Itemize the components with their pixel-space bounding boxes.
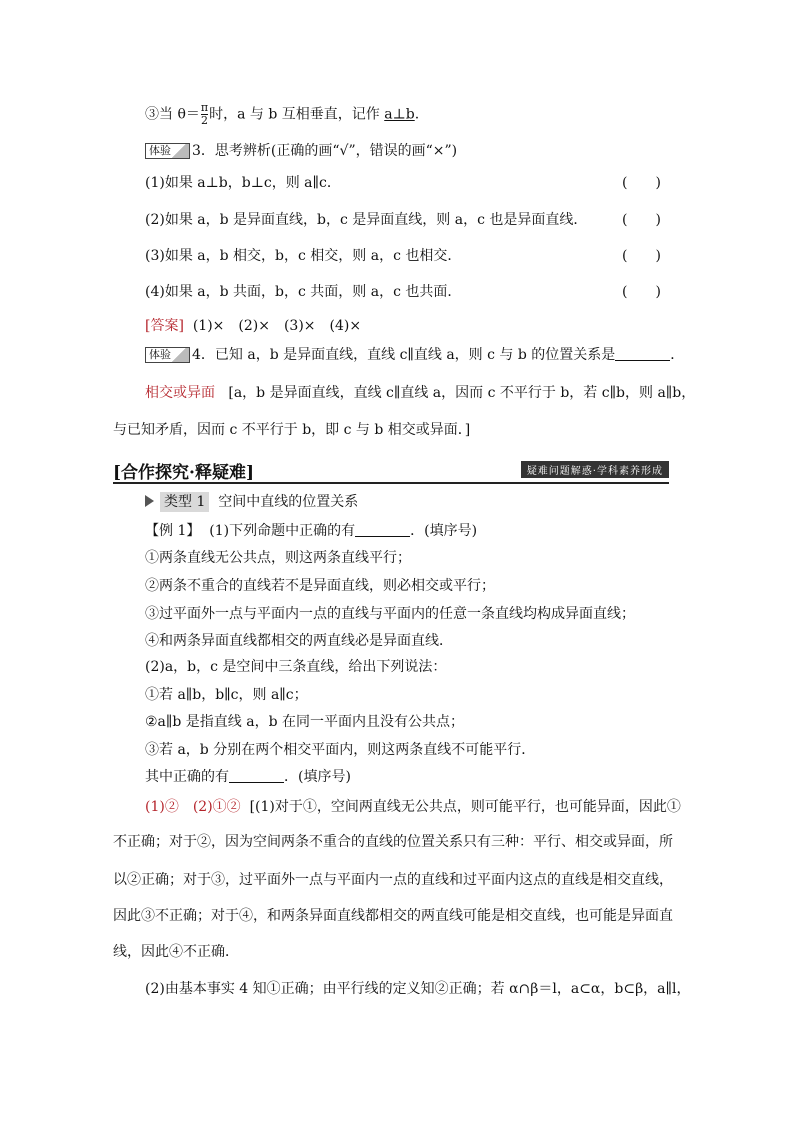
answer-paren: ( ): [622, 284, 661, 300]
q4-explanation-2: [113, 420, 470, 440]
q3-item-3: [145, 246, 461, 266]
fraction-numerator: π: [200, 101, 209, 114]
ex1-item-text: ①若 a∥b，b∥c，则 a∥c；: [145, 687, 308, 703]
ex1-q1: (1)下列命题中正确的有: [209, 523, 356, 539]
pi-over-2-fraction: [201, 102, 208, 127]
answer-paren: ( ): [622, 175, 661, 191]
answer-label: [答案]: [145, 318, 184, 334]
ex1-item-text: ①两条直线无公共点，则这两条直线平行；: [145, 550, 411, 566]
ex1-solution-line: [113, 906, 673, 926]
q3-title-line: [145, 141, 457, 161]
q4-end: ．: [670, 347, 685, 363]
ex1-q2-end: ．(填序号): [284, 769, 351, 785]
q3-answer: (1)× (2)× (3)× (4)×: [192, 318, 362, 334]
ex1-item: [145, 604, 635, 624]
q4-expl-text: [a，b 是异面直线，直线 c∥直线 a，因而 c 不平行于 b，若 c∥b，则 a∥b，: [228, 385, 696, 401]
ex1-solution-line-1: [145, 797, 681, 817]
play-icon: [145, 495, 154, 507]
ex1-sol-text: 因此③不正确；对于④，和两条异面直线都相交的两直线可能是相交直线，也可能是异面直: [113, 908, 673, 924]
q3-answer-line: [145, 316, 361, 336]
experience-tag: 体验: [145, 347, 190, 363]
ex1-solution-part2: [145, 979, 690, 999]
example-label: 【例 1】: [145, 523, 201, 539]
type-title: 空间中直线的位置关系: [218, 494, 359, 510]
ex1-q2-tail: 其中正确的有: [145, 769, 229, 785]
q3-item-text: (1)如果 a⊥b，b⊥c，则 a∥c．: [145, 175, 341, 191]
ex1-sol2-text: (2)由基本事实 4 知①正确；由平行线的定义知②正确；若 α∩β＝l，a⊂α，b⊂β，a∥l，: [145, 981, 691, 997]
q3-title: 3．思考辨析(正确的画“√”，错误的画“×”): [192, 143, 458, 159]
q3-item-1: [145, 173, 341, 193]
type-label: 类型 1: [160, 492, 209, 512]
q4-text: 4．已知 a，b 是异面直线，直线 c∥直线 a，则 c 与 b 的位置关系是: [192, 347, 616, 363]
type1-heading: [145, 492, 358, 512]
ex1-item-text: ④和两条异面直线都相交的两直线必是异面直线．: [145, 633, 453, 649]
q4-expl-text: 与已知矛盾，因而 c 不平行于 b，即 c 与 b 相交或异面．]: [113, 422, 471, 438]
ex1-item: [145, 712, 464, 732]
theta-perpendicular-line: [145, 102, 419, 127]
ex1-item-text: ②a∥b 是指直线 a，b 在同一平面内且没有公共点；: [145, 714, 464, 730]
q3-item-2: [145, 210, 587, 230]
l1-pre: ③当 θ＝: [145, 106, 200, 123]
ex1-item: [145, 740, 535, 760]
ex1-solution-line: [113, 832, 673, 852]
ex1-item: [145, 631, 453, 651]
fill-blank: [615, 346, 670, 361]
q4-answer: 相交或异面: [145, 385, 215, 401]
fill-blank: [355, 522, 410, 537]
ex1-q1-end: ．(填序号): [410, 523, 478, 539]
ex1-q2: (2)a，b，c 是空间中三条直线，给出下列说法：: [145, 659, 447, 675]
ex1-item-text: ③若 a，b 分别在两个相交平面内，则这两条直线不可能平行．: [145, 742, 536, 758]
l1-end: .: [414, 106, 420, 123]
fill-blank: [229, 768, 284, 783]
ex1-q1-line: [145, 521, 477, 541]
q3-item-text: (2)如果 a，b 是异面直线，b，c 是异面直线，则 a，c 也是异面直线．: [145, 212, 588, 228]
section-subtitle: 疑难问题解惑·学科素养形成: [521, 461, 669, 478]
ex1-answer: (1)② (2)①②: [145, 799, 241, 815]
ex1-sol-text: 不正确；对于②，因为空间两条不重合的直线的位置关系只有三种：平行、相交或异面，所: [113, 834, 673, 850]
q4-explanation-1: [145, 383, 695, 403]
ex1-item: [145, 685, 308, 705]
ex1-q2-line: [145, 657, 446, 677]
ex1-sol-text: 线，因此④不正确．: [113, 944, 239, 960]
ex1-solution-line: [113, 942, 239, 962]
ex1-solution-line: [113, 870, 673, 890]
section-header: [113, 456, 669, 484]
ex1-item: [145, 576, 495, 596]
answer-paren: ( ): [622, 212, 661, 228]
ex1-sol-text: [(1)对于①，空间两直线无公共点，则可能平行，也可能异面，因此①: [249, 799, 681, 815]
answer-paren: ( ): [622, 248, 661, 264]
fraction-denominator: 2: [201, 114, 208, 127]
q3-item-text: (3)如果 a，b 相交，b，c 相交，则 a，c 也相交．: [145, 248, 462, 264]
ex1-item-text: ②两条不重合的直线若不是异面直线，则必相交或平行；: [145, 578, 495, 594]
q4-line: [145, 345, 684, 365]
ex1-sol-text: 以②正确；对于③，过平面外一点与平面内一点的直线和过平面内这点的直线是相交直线，: [113, 872, 673, 888]
q3-item-4: [145, 282, 461, 302]
ex1-item: [145, 548, 411, 568]
experience-tag: 体验: [145, 143, 190, 159]
ex1-q2-tail-line: [145, 767, 351, 787]
ex1-item-text: ③过平面外一点与平面内一点的直线与平面内的任意一条直线均构成异面直线；: [145, 606, 635, 622]
l1-mid: 时，a 与 b 互相垂直，记作: [209, 106, 385, 123]
perp-notation: a⊥b: [384, 106, 415, 123]
section-title: [合作探究·释疑难]: [113, 463, 255, 483]
q3-item-text: (4)如果 a，b 共面，b，c 共面，则 a，c 也共面．: [145, 284, 462, 300]
